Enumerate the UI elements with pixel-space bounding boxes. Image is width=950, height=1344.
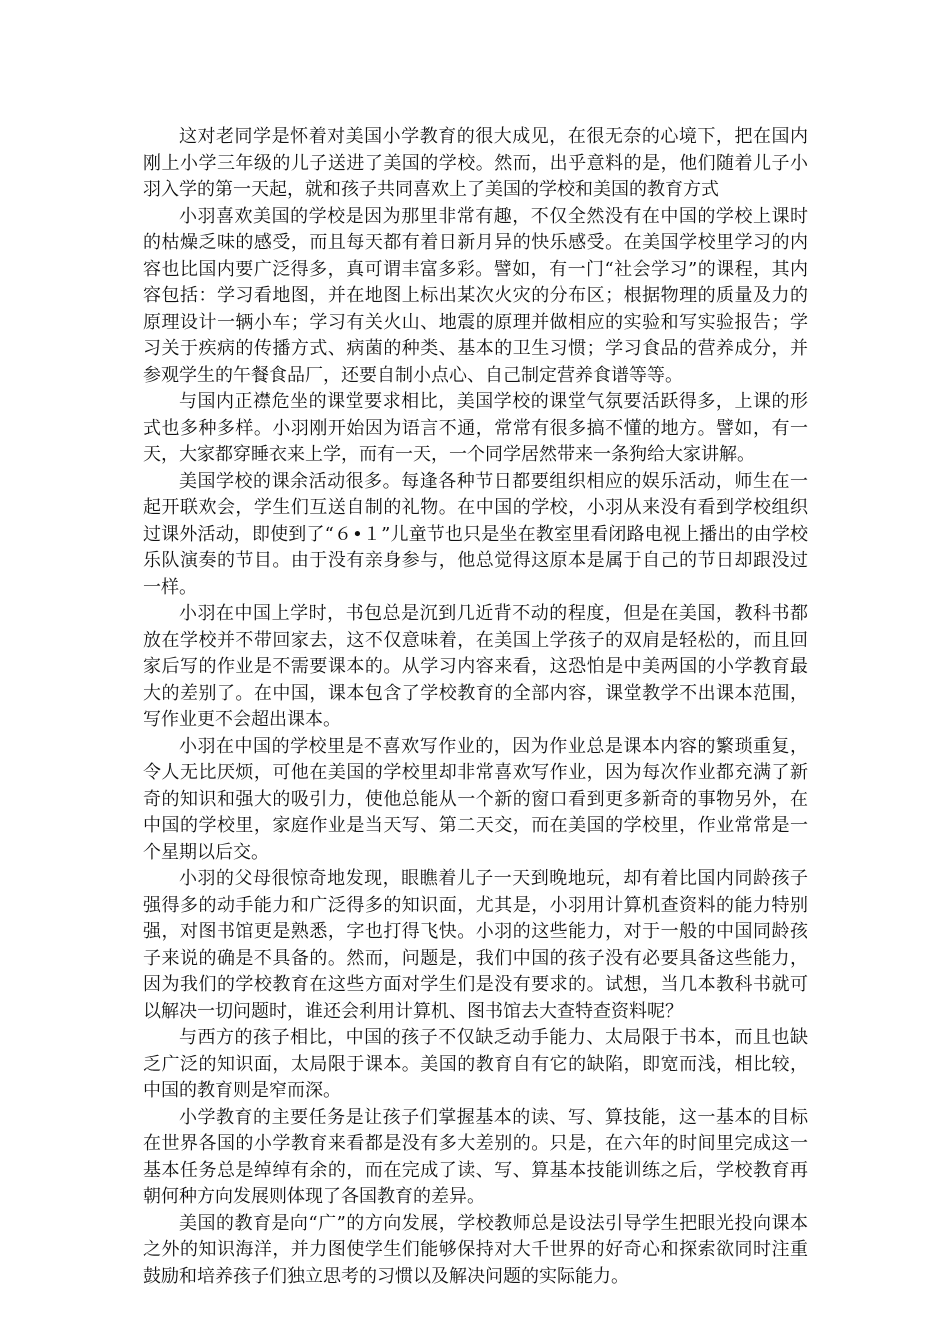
paragraph-4: 美国学校的课余活动很多。每逢各种节日都要组织相应的娱乐活动，师生在一起开联欢会，学生们互送自制的礼物。在中国的学校，小羽从来没有看到学校组织过课外活动，即使到了“６•１”儿童节也只是坐在教室里看闭路电视上播出的由学校乐队演奏的节目。由于没有亲身参与，他总觉得这原本是属于自己的节日却跟没过一样。	[143, 470, 808, 598]
paragraph-8: 与西方的孩子相比，中国的孩子不仅缺乏动手能力、太局限于书本，而且也缺乏广泛的知识面，太局限于课本。美国的教育自有它的缺陷，即宽而浅，相比较，中国的教育则是窄而深。	[143, 1027, 808, 1101]
paragraph-10: 美国的教育是向“广”的方向发展，学校教师总是设法引导学生把眼光投向课本之外的知识海洋，并力图使学生们能够保持对大千世界的好奇心和探索欲同时注重鼓励和培养孩子们独立思考的习惯以及解决问题的实际能力。	[143, 1212, 808, 1287]
paragraph-3: 与国内正襟危坐的课堂要求相比，美国学校的课堂气氛要活跃得多，上课的形式也多种多样。小羽刚开始因为语言不通，常常有很多搞不懂的地方。譬如，有一天，大家都穿睡衣来上学，而有一天，一个同学居然带来一条狗给大家讲解。	[143, 391, 808, 465]
paragraph-2: 小羽喜欢美国的学校是因为那里非常有趣，不仅全然没有在中国的学校上课时的枯燥乏味的感受，而且每天都有着日新月异的快乐感受。在美国学校里学习的内容也比国内要广泛得多，真可谓丰富多彩。譬如，有一门“社会学习”的课程，其内容包括：学习看地图，并在地图上标出某次火灾的分布区；根据物理的质量及力的原理设计一辆小车；学习有关火山、地震的原理并做相应的实验和写实验报告；学习关于疾病的传播方式、病菌的种类、基本的卫生习惯；学习食品的营养成分，并参观学生的午餐食品厂，还要自制小点心、自己制定营养食谱等等。	[143, 205, 808, 386]
paragraph-9: 小学教育的主要任务是让孩子们掌握基本的读、写、算技能，这一基本的目标在世界各国的小学教育来看都是没有多大差别的。只是，在六年的时间里完成这一基本任务总是绰绰有余的，而在完成了读、写、算基本技能训练之后，学校教育再朝何种方向发展则体现了各国教育的差异。	[143, 1106, 808, 1207]
paragraph-6: 小羽在中国的学校里是不喜欢写作业的，因为作业总是课本内容的繁琐重复，令人无比厌烦，可他在美国的学校里却非常喜欢写作业，因为每次作业都充满了新奇的知识和强大的吸引力，使他总能从一个新的窗口看到更多新奇的事物另外，在中国的学校里，家庭作业是当天写、第二天交，而在美国的学校里，作业常常是一个星期以后交。	[143, 735, 808, 863]
paragraph-5: 小羽在中国上学时，书包总是沉到几近背不动的程度，但是在美国，教科书都放在学校并不带回家去，这不仅意味着，在美国上学孩子的双肩是轻松的，而且回家后写的作业是不需要课本的。从学习内容来看，这恐怕是中美两国的小学教育最大的差别了。在中国，课本包含了学校教育的全部内容，课堂教学不出课本范围，写作业更不会超出课本。	[143, 603, 808, 730]
paragraph-7: 小羽的父母很惊奇地发现，眼瞧着儿子一天到晚地玩，却有着比国内同龄孩子强得多的动手能力和广泛得多的知识面，尤其是，小羽用计算机查资料的能力特别强，对图书馆更是熟悉，字也打得飞快。小羽的这些能力，对于一般的中国同龄孩子来说的确是不具备的。然而，问题是，我们中国的孩子没有必要具备这些能力，因为我们的学校教育在这些方面对学生们是没有要求的。试想，当几本教科书就可以解决一切问题时，谁还会利用计算机、图书馆去大查特查资料呢？	[143, 868, 808, 1022]
paragraph-1: 这对老同学是怀着对美国小学教育的很大成见，在很无奈的心境下，把在国内刚上小学三年级的儿子送进了美国的学校。然而，出乎意料的是，他们随着儿子小羽入学的第一天起，就和孩子共同喜欢上了美国的学校和美国的教育方式	[143, 126, 808, 200]
document-body	[143, 124, 808, 1290]
